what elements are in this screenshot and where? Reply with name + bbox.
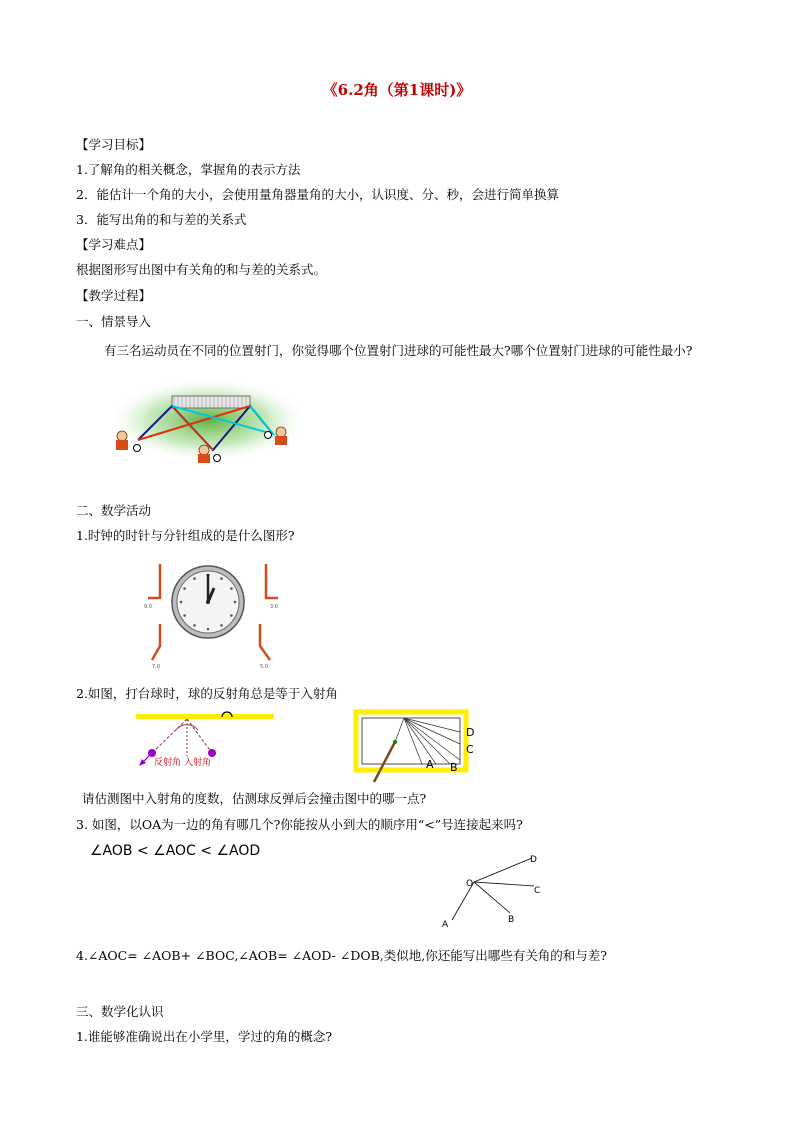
ball-icon — [208, 749, 216, 757]
clock-label: 5.0 — [260, 664, 268, 670]
page-title: 《6.2角（第1课时)》 — [322, 81, 472, 99]
clock-label: 9.0 — [144, 604, 152, 610]
objectives-heading: 【学习目标】 — [76, 137, 152, 152]
point-label: A — [426, 758, 434, 771]
angle-rays-figure — [436, 850, 556, 930]
billiard-reflection-figure — [130, 706, 278, 778]
section2-q3-answer: ∠AOB < ∠AOC < ∠AOD — [90, 843, 261, 859]
section2-q3: 3. 如图，以OA为一边的角有哪几个?你能按从小到大的顺序用“<”号连接起来吗? — [76, 817, 523, 832]
objective-item: 3．能写出角的和与差的关系式 — [76, 212, 247, 227]
difficulty-text: 根据图形写出图中有关角的和与差的关系式。 — [76, 262, 327, 277]
section1-question: 有三名运动员在不同的位置射门，你觉得哪个位置射门进球的可能性最大?哪个位置射门进球的可能性最小? — [104, 343, 693, 358]
point-label: D — [466, 726, 475, 739]
ray-label: C — [534, 886, 541, 896]
objective-item: 2．能估计一个角的大小，会使用量角器量角的大小，认识度、分、秒，会进行简单换算 — [76, 187, 559, 202]
section1-heading: 一、情景导入 — [76, 314, 152, 329]
angle-bracket — [148, 564, 160, 598]
angle-bracket — [260, 624, 270, 660]
ray-label: B — [508, 915, 515, 925]
ball-icon — [148, 749, 156, 757]
clock-label: 3.0 — [270, 604, 278, 610]
section2-q2: 2.如图，打台球时，球的反射角总是等于入射角 — [76, 686, 338, 701]
clock-figure — [138, 560, 288, 672]
section3-heading: 三、数学化认识 — [76, 1004, 164, 1019]
process-heading: 【教学过程】 — [76, 288, 152, 303]
ray-label: A — [442, 920, 449, 930]
vertex-label: O — [466, 879, 474, 889]
section2-q4: 4.∠AOC= ∠AOB+ ∠BOC,∠AOB= ∠AOD- ∠DOB,类似地,你还能写出哪些有关角的和与差? — [76, 948, 607, 963]
angle-bracket — [152, 624, 160, 660]
reflect-angle-label: 反射角 — [154, 758, 182, 768]
ray-label: D — [530, 855, 537, 865]
point-label: B — [450, 761, 458, 774]
soccer-goal-figure — [108, 378, 308, 468]
section2-heading: 二、数学活动 — [76, 503, 152, 518]
section2-q1: 1.时钟的时针与分针组成的是什么图形? — [76, 528, 295, 543]
point-label: C — [466, 743, 474, 756]
table-rail — [136, 714, 274, 719]
angle-bracket — [266, 564, 278, 598]
clock-icon — [172, 566, 244, 638]
section2-q2-followup: 请估测图中入射角的度数，估测球反弹后会撞击图中的哪一点? — [82, 791, 427, 806]
goal-net — [172, 396, 250, 408]
objective-item: 1.了解角的相关概念，掌握角的表示方法 — [76, 162, 301, 177]
difficulty-heading: 【学习难点】 — [76, 237, 152, 252]
section3-q1: 1.谁能够准确说出在小学里，学过的角的概念? — [76, 1029, 333, 1044]
billiard-table-figure — [348, 708, 475, 784]
incident-angle-label: 入射角 — [184, 758, 212, 768]
clock-label: 7.0 — [152, 664, 160, 670]
